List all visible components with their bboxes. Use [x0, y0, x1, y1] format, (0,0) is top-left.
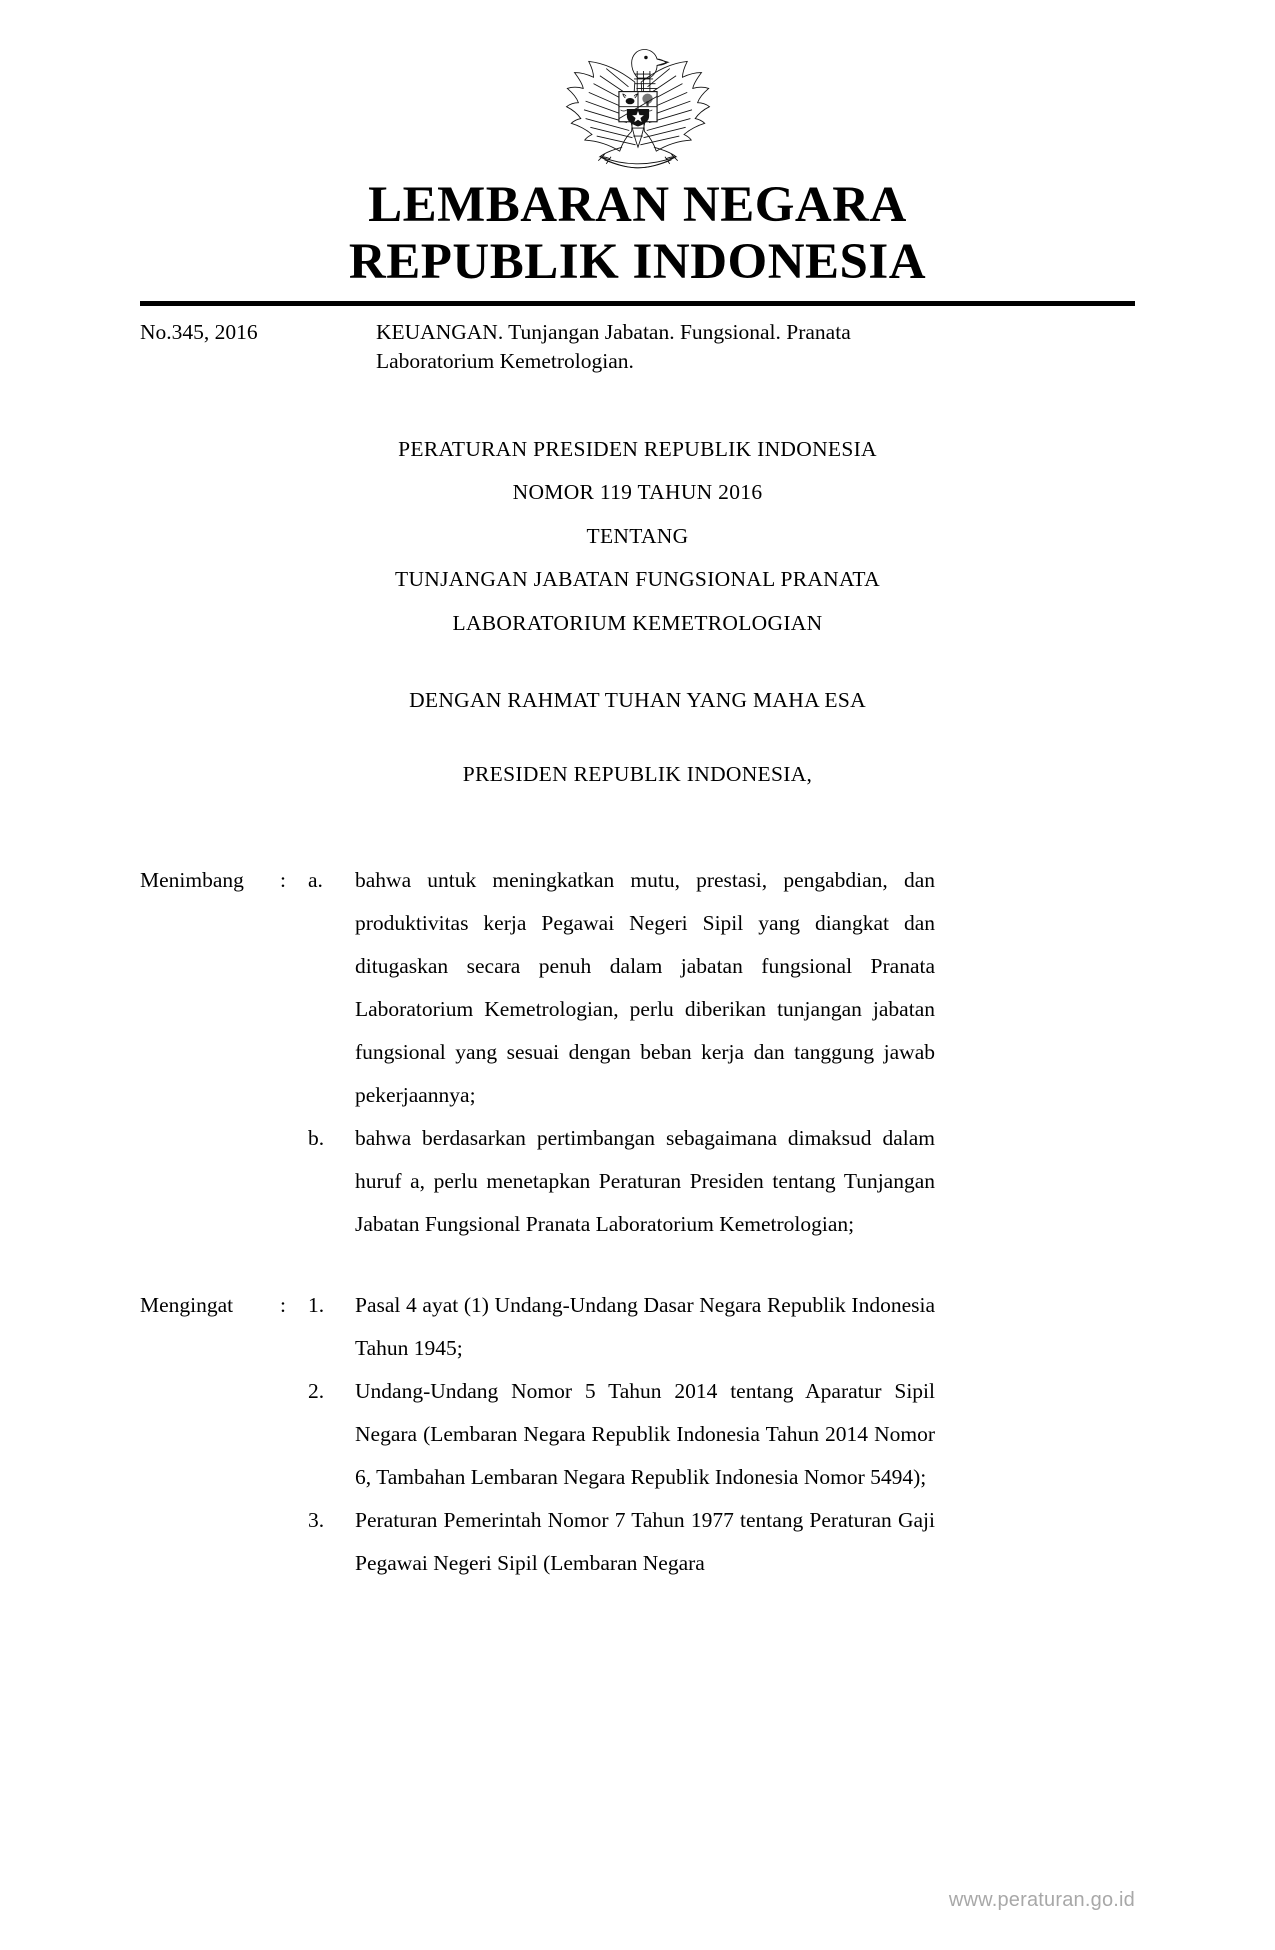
footer-watermark: www.peraturan.go.id: [948, 1889, 1135, 1911]
clause-item-menimbang-a: [140, 859, 1135, 1117]
clause-item-mengingat-3: [140, 1499, 1135, 1585]
title-line-subject-2: LABORATORIUM KEMETROLOGIAN: [452, 610, 823, 635]
clause-text-mengingat-3: Peraturan Pemerintah Nomor 7 Tahun 1977 tentang Peraturan Gaji Pegawai Negeri Sipil (Lembaran Negara: [355, 1508, 935, 1576]
masthead-line-1: LEMBARAN NEGARA: [368, 177, 907, 233]
clause-text-menimbang-b: bahwa berdasarkan pertimbangan sebagaimana dimaksud dalam huruf a, perlu menetapkan Peraturan Presiden tentang Tunjangan Jabatan Fungsional Pranata Laboratorium Kemetrologian;: [355, 1126, 935, 1237]
clause-item-mengingat-1: [140, 1284, 1135, 1370]
clause-colon-menimbang: :: [280, 868, 286, 893]
clause-item-mengingat-2: [140, 1370, 1135, 1499]
clauses-section: [140, 859, 1135, 1585]
title-block: [140, 436, 1135, 786]
clause-text-menimbang-a: bahwa untuk meningkatkan mutu, prestasi, pengabdian, dan produktivitas kerja Pegawai Negeri Sipil yang diangkat dan ditugaskan secara penuh dalam jabatan fungsional Pranata Laboratorium Kemetrologian, perlu diberikan tunjangan jabatan fungsional yang sesuai dengan beban kerja dan tanggung jawab pekerjaannya;: [355, 868, 935, 1108]
clause-label-mengingat: Mengingat: [140, 1293, 234, 1318]
masthead-line-2: REPUBLIK INDONESIA: [348, 234, 927, 291]
clause-marker-a: a.: [308, 868, 323, 893]
title-gap-2: [140, 734, 1135, 764]
title-line-tentang: TENTANG: [586, 523, 689, 548]
garuda-pancasila-emblem: [558, 36, 718, 171]
title-line-president: PRESIDEN REPUBLIK INDONESIA,: [462, 761, 813, 786]
clause-text-mengingat-2: Undang-Undang Nomor 5 Tahun 2014 tentang Aparatur Sipil Negara (Lembaran Negara Republik Indonesia Tahun 2014 Nomor 6, Tambahan Lembaran Negara Republik Indonesia Nomor 5494);: [355, 1379, 935, 1490]
clause-marker-1: 1.: [308, 1293, 325, 1318]
title-gap-1: [140, 656, 1135, 690]
clause-group-menimbang: [140, 859, 1135, 1246]
clause-marker-2: 2.: [308, 1379, 325, 1404]
masthead: [140, 177, 1135, 291]
document-number: No.345, 2016: [140, 320, 258, 345]
document-subject: KEUANGAN. Tunjangan Jabatan. Fungsional. Pranata Laboratorium Kemetrologian.: [376, 320, 851, 373]
clause-group-mengingat: [140, 1284, 1135, 1585]
title-line-number: NOMOR 119 TAHUN 2016: [512, 480, 763, 505]
header-divider-rule: [140, 301, 1135, 306]
clause-group-spacer: [140, 1246, 1135, 1284]
clause-text-mengingat-1: Pasal 4 ayat (1) Undang-Undang Dasar Negara Republik Indonesia Tahun 1945;: [355, 1293, 935, 1361]
document-number-row: [140, 318, 1135, 375]
title-line-regulation: PERATURAN PRESIDEN REPUBLIK INDONESIA: [398, 436, 877, 461]
title-line-subject-1: TUNJANGAN JABATAN FUNGSIONAL PRANATA: [395, 567, 880, 592]
clause-marker-b: b.: [308, 1126, 325, 1151]
clause-label-menimbang: Menimbang: [140, 868, 244, 893]
title-line-blessing: DENGAN RAHMAT TUHAN YANG MAHA ESA: [409, 688, 866, 713]
clause-item-menimbang-b: [140, 1117, 1135, 1246]
clause-colon-mengingat: :: [280, 1293, 286, 1318]
clause-marker-3: 3.: [308, 1508, 325, 1533]
emblem-container: [140, 0, 1135, 171]
